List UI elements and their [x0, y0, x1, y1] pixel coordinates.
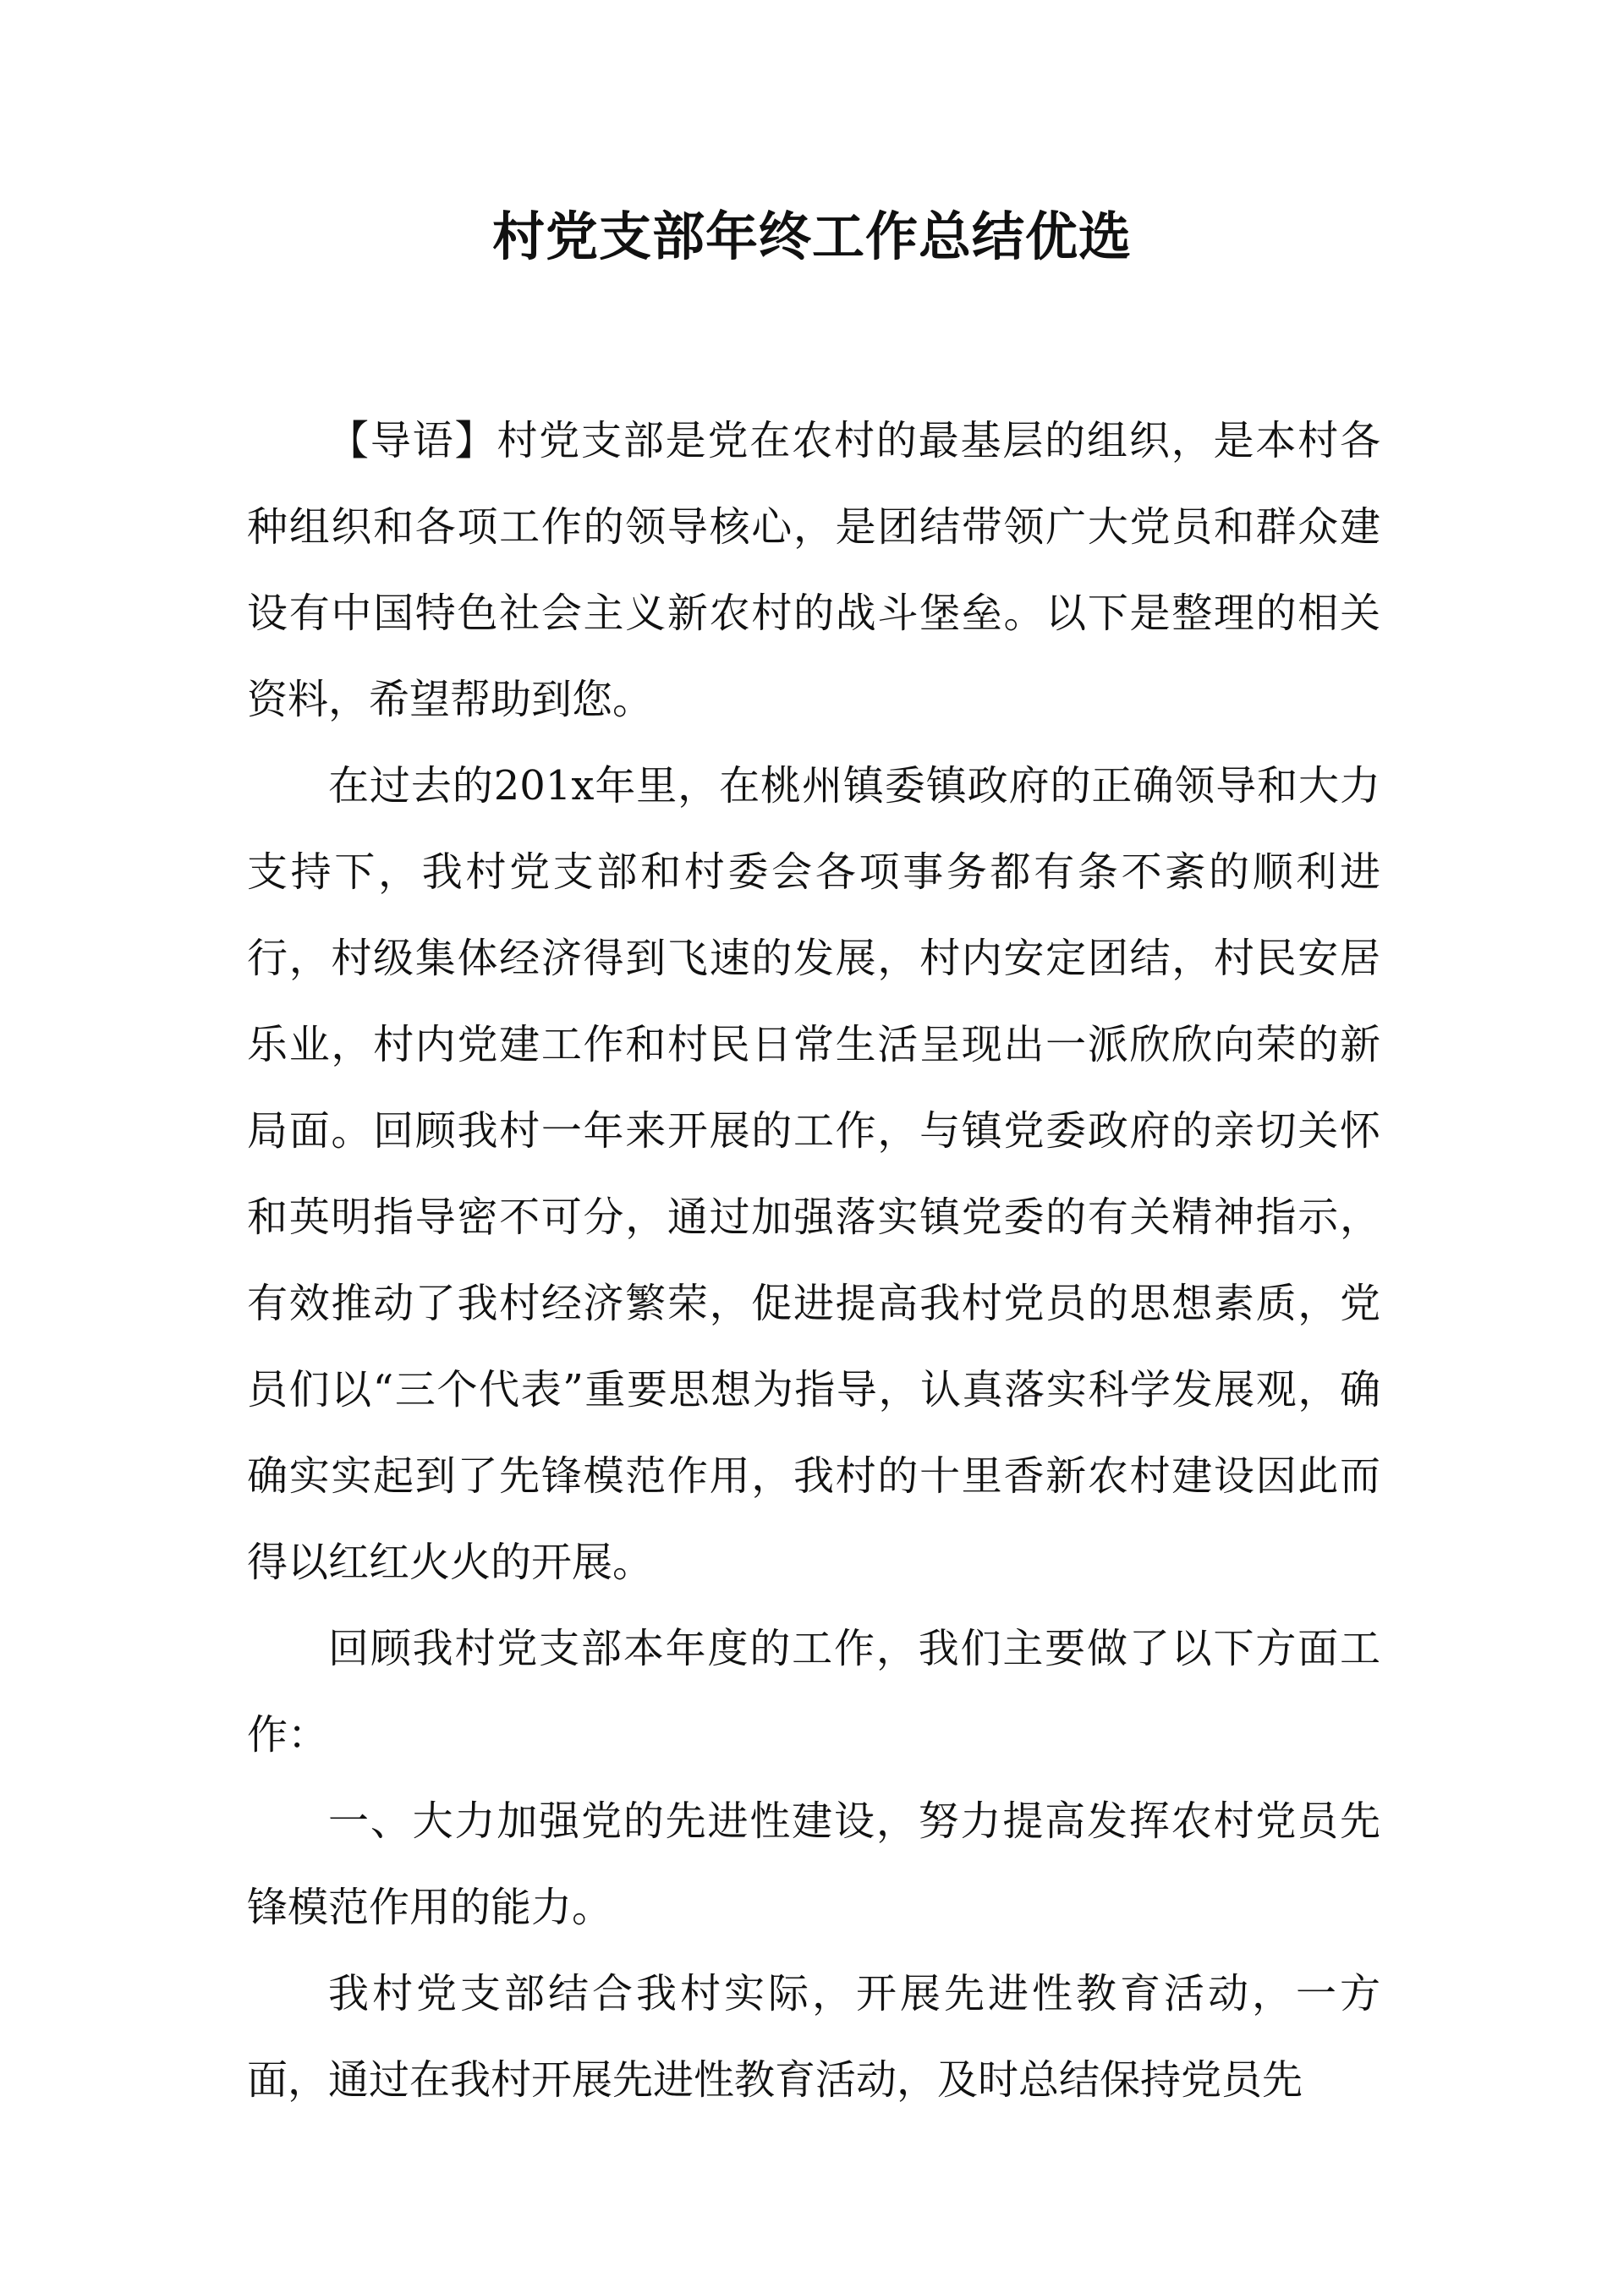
section-heading-one: 一、大力加强党的先进性建设，努力提高发挥农村党员先锋模范作用的能力。	[247, 1797, 1380, 1931]
paragraph-work-overview: 回顾我村党支部本年度的工作，我们主要做了以下方面工作：	[247, 1625, 1380, 1759]
document-title: 村党支部年终工作总结优选	[491, 206, 1132, 267]
paragraph-intro: 【导语】村党支部是党在农村的最基层的组织，是本村各种组织和各项工作的领导核心，是团结带领广大党员和群众建设有中国特色社会主义新农村的战斗堡垒。以下是整理的相关资料，希望帮助到您。	[247, 417, 1380, 723]
document-body	[247, 398, 1380, 2123]
paragraph-review: 在过去的201x年里，在桃州镇委镇政府的正确领导和大力支持下，我村党支部和村委会各项事务都有条不紊的顺利进行，村级集体经济得到飞速的发展，村内安定团结，村民安居乐业，村内党建工作和村民日常生活呈现出一派欣欣向荣的新局面。回顾我村一年来开展的工作，与镇党委政府的亲切关怀和英明指导密不可分，通过加强落实镇党委的有关精神指示，有效推动了我村经济繁荣，促进提高我村党员的思想素质，党员们以“三个代表”重要思想为指导，认真落实科学发展观，确确实实起到了先锋模范作用，我村的十里香新农村建设因此而得以红红火火的开展。	[247, 762, 1380, 1586]
paragraph-education: 我村党支部结合我村实际，开展先进性教育活动，一方面，通过在我村开展先进性教育活动，及时总结保持党员先	[247, 1970, 1380, 2104]
